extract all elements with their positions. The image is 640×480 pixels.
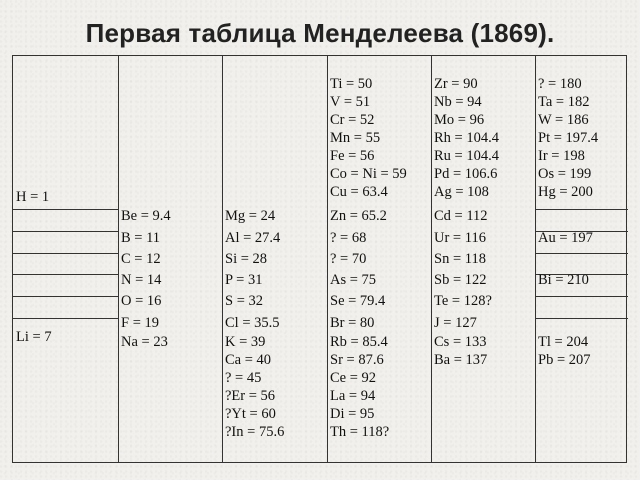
element-group-c2-c [121,250,161,268]
element-group-c4-q68 [330,229,366,247]
element-entry: Cu = 63.4 [330,184,388,200]
page-title: Первая таблица Менделеева (1869). [85,18,555,48]
element-entry: Zn = 65.2 [330,208,387,224]
element-group-c1-top [16,188,49,206]
element-entry: Tl = 204 [538,334,589,350]
element-group-c5-sn [434,250,486,268]
element-group-c6-au [538,229,593,247]
element-group-c1-bottom [16,328,52,346]
element-group-c5-cd [434,207,488,225]
element-group-c3-s [225,292,263,310]
element-entry: Th = 118? [330,424,390,440]
element-entry: Ce = 92 [330,370,377,386]
element-entry: Fe = 56 [330,148,375,164]
row-divider [13,274,118,275]
element-group-c5-cs [434,333,487,369]
element-group-c5-j [434,314,477,332]
element-group-c5-ur [434,229,486,247]
element-entry: K = 39 [225,334,266,350]
element-entry: Cl = 35.5 [225,315,280,331]
element-entry: La = 94 [330,388,376,404]
element-entry: Ca = 40 [225,352,272,368]
element-entry: Bi = 210 [538,272,589,288]
element-group-c2-be [121,207,171,225]
element-entry: Hg = 200 [538,184,593,200]
element-entry: ?Yt = 60 [225,406,276,422]
element-group-c6-tl [538,333,591,369]
element-group-c3-p [225,271,262,289]
element-entry: Rb = 85.4 [330,334,388,350]
row-divider [13,231,118,232]
element-entry: As = 75 [330,272,377,288]
element-entry: ?Er = 56 [225,388,276,404]
element-entry: Li = 7 [16,329,52,345]
row-divider [13,209,118,210]
element-entry: Ba = 137 [434,352,488,368]
element-entry: W = 186 [538,112,589,128]
element-group-c4-zn [330,207,387,225]
element-entry: Se = 79.4 [330,293,386,309]
row-divider [13,253,118,254]
element-group-c5-top [434,75,499,201]
element-entry: Cd = 112 [434,208,488,224]
element-entry: Ru = 104.4 [434,148,499,164]
element-entry: Sr = 87.6 [330,352,384,368]
element-entry: Cs = 133 [434,334,487,350]
row-divider [535,318,628,319]
element-group-c3-mg [225,207,275,225]
element-entry: Mo = 96 [434,112,485,128]
element-entry: Pd = 106.6 [434,166,498,182]
element-group-c5-sb [434,271,487,289]
element-entry: ? = 180 [538,76,582,92]
element-group-c3-si [225,250,267,268]
element-group-c2-n [121,271,161,289]
element-entry: Ur = 116 [434,230,486,246]
element-entry: Zr = 90 [434,76,478,92]
column-divider [222,56,223,462]
element-group-c2-b [121,229,160,247]
element-entry: Mg = 24 [225,208,276,224]
row-divider [535,253,628,254]
column-divider [118,56,119,462]
element-entry: Pt = 197.4 [538,130,599,146]
element-group-c2-f [121,314,159,332]
element-entry: Au = 197 [538,230,593,246]
element-group-c6-bi [538,271,589,289]
element-entry: S = 32 [225,293,263,309]
element-entry: Be = 9.4 [121,208,171,224]
element-group-c6-top [538,75,598,201]
element-entry: Ir = 198 [538,148,585,164]
column-divider [535,56,536,462]
element-entry: Rh = 104.4 [434,130,499,146]
element-entry: O = 16 [121,293,162,309]
element-entry: ? = 45 [225,370,262,386]
element-group-c4-as [330,271,376,289]
element-group-c5-te [434,292,492,310]
element-entry: Os = 199 [538,166,592,182]
element-entry: P = 31 [225,272,263,288]
element-entry: Cr = 52 [330,112,375,128]
element-group-c2-na [121,333,168,351]
element-entry: Si = 28 [225,251,268,267]
element-entry: ?In = 75.6 [225,424,285,440]
element-entry: Sb = 122 [434,272,487,288]
element-entry: Ta = 182 [538,94,590,110]
column-divider [327,56,328,462]
element-entry: J = 127 [434,315,477,331]
element-entry: N = 14 [121,272,162,288]
element-entry: Na = 23 [121,334,168,350]
element-group-c4-top [330,75,407,201]
mendeleev-table [12,55,627,463]
element-group-c4-rb [330,333,389,441]
element-entry: Sn = 118 [434,251,486,267]
element-entry: B = 11 [121,230,161,246]
element-entry: ? = 68 [330,230,367,246]
element-group-c2-o [121,292,161,310]
element-entry: C = 12 [121,251,161,267]
element-entry: Br = 80 [330,315,375,331]
row-divider [535,296,628,297]
element-entry: Mn = 55 [330,130,381,146]
element-group-c3-cl [225,314,280,332]
column-divider [431,56,432,462]
element-group-c3-al [225,229,280,247]
element-entry: Di = 95 [330,406,375,422]
element-group-c4-br [330,314,374,332]
element-group-c4-q70 [330,250,366,268]
element-entry: Te = 128? [434,293,492,309]
element-entry: F = 19 [121,315,159,331]
element-entry: Ag = 108 [434,184,489,200]
element-entry: Al = 27.4 [225,230,281,246]
element-entry: Ti = 50 [330,76,373,92]
element-entry: Pb = 207 [538,352,591,368]
element-entry: V = 51 [330,94,371,110]
element-entry: Nb = 94 [434,94,482,110]
element-group-c4-se [330,292,385,310]
element-entry: Co = Ni = 59 [330,166,407,182]
element-entry: H = 1 [16,189,50,205]
row-divider [13,296,118,297]
element-group-c3-k [225,333,284,441]
element-entry: ? = 70 [330,251,367,267]
row-divider [535,209,628,210]
row-divider [13,318,118,319]
